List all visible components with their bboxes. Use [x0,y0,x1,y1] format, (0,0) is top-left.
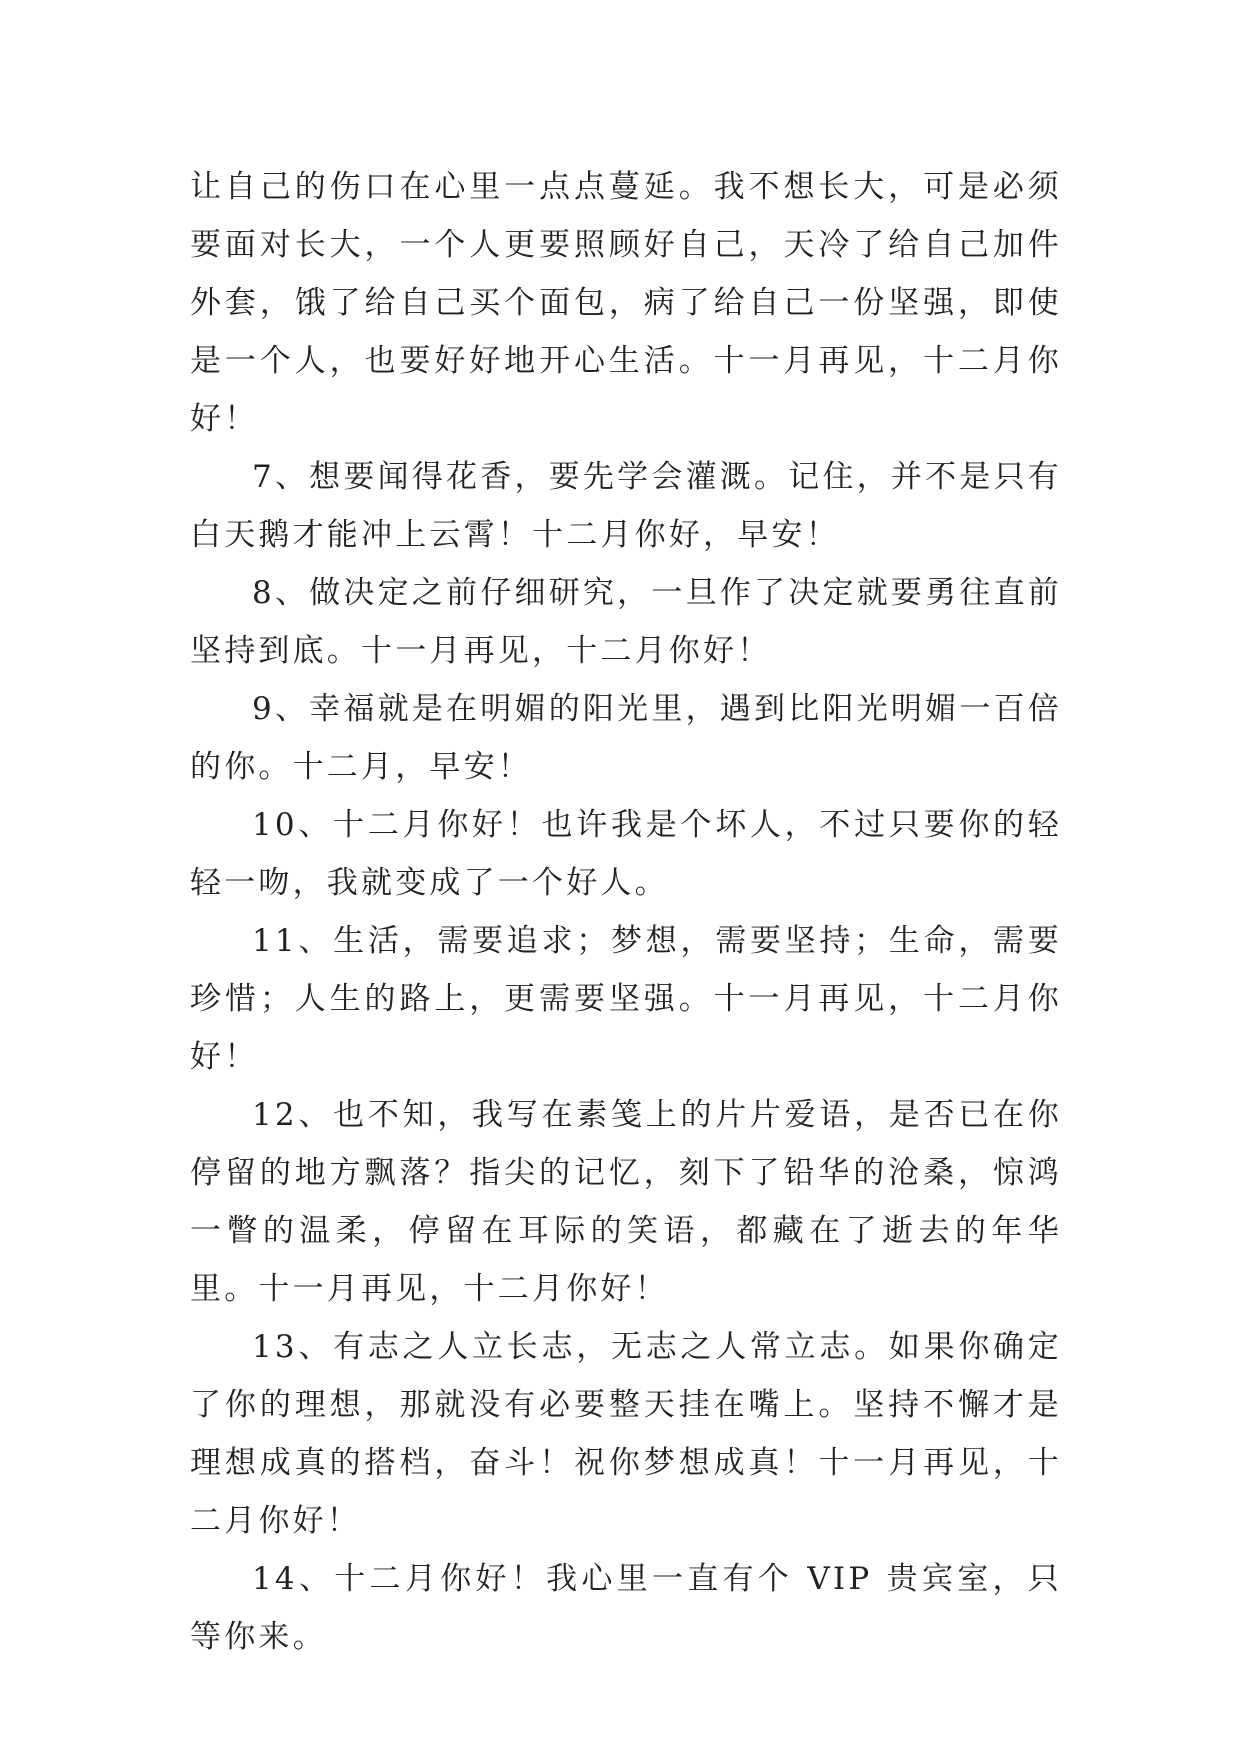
paragraph-item-9: 9、幸福就是在明媚的阳光里，遇到比阳光明媚一百倍的你。十二月，早安！ [190,691,1062,785]
paragraph-item-10: 10、十二月你好！也许我是个坏人，不过只要你的轻轻一吻，我就变成了一个好人。 [190,807,1062,901]
document-body [190,158,1062,1666]
paragraph-item-11: 11、生活，需要追求；梦想，需要坚持；生命，需要珍惜；人生的路上，更需要坚强。十一月再见，十二月你好！ [190,923,1062,1075]
paragraph-item-12: 12、也不知，我写在素笺上的片片爱语，是否已在你停留的地方飘落？指尖的记忆，刻下了铅华的沧桑，惊鸿一瞥的温柔，停留在耳际的笑语，都藏在了逝去的年华里。十一月再见，十二月你好！ [190,1097,1062,1307]
paragraph-item-8: 8、做决定之前仔细研究，一旦作了决定就要勇往直前坚持到底。十一月再见，十二月你好！ [190,575,1062,669]
paragraph-item-14: 14、十二月你好！我心里一直有个 VIP 贵宾室，只等你来。 [190,1561,1062,1655]
paragraph-continuation: 让自己的伤口在心里一点点蔓延。我不想长大，可是必须要面对长大，一个人更要照顾好自己，天冷了给自己加件外套，饿了给自己买个面包，病了给自己一份坚强，即使是一个人，也要好好地开心生活。十一月再见，十二月你好！ [190,169,1062,437]
paragraph-item-7: 7、想要闻得花香，要先学会灌溉。记住，并不是只有白天鹅才能冲上云霄！十二月你好，早安！ [190,459,1062,553]
paragraph-item-13: 13、有志之人立长志，无志之人常立志。如果你确定了你的理想，那就没有必要整天挂在嘴上。坚持不懈才是理想成真的搭档，奋斗！祝你梦想成真！十一月再见，十二月你好！ [190,1329,1062,1539]
